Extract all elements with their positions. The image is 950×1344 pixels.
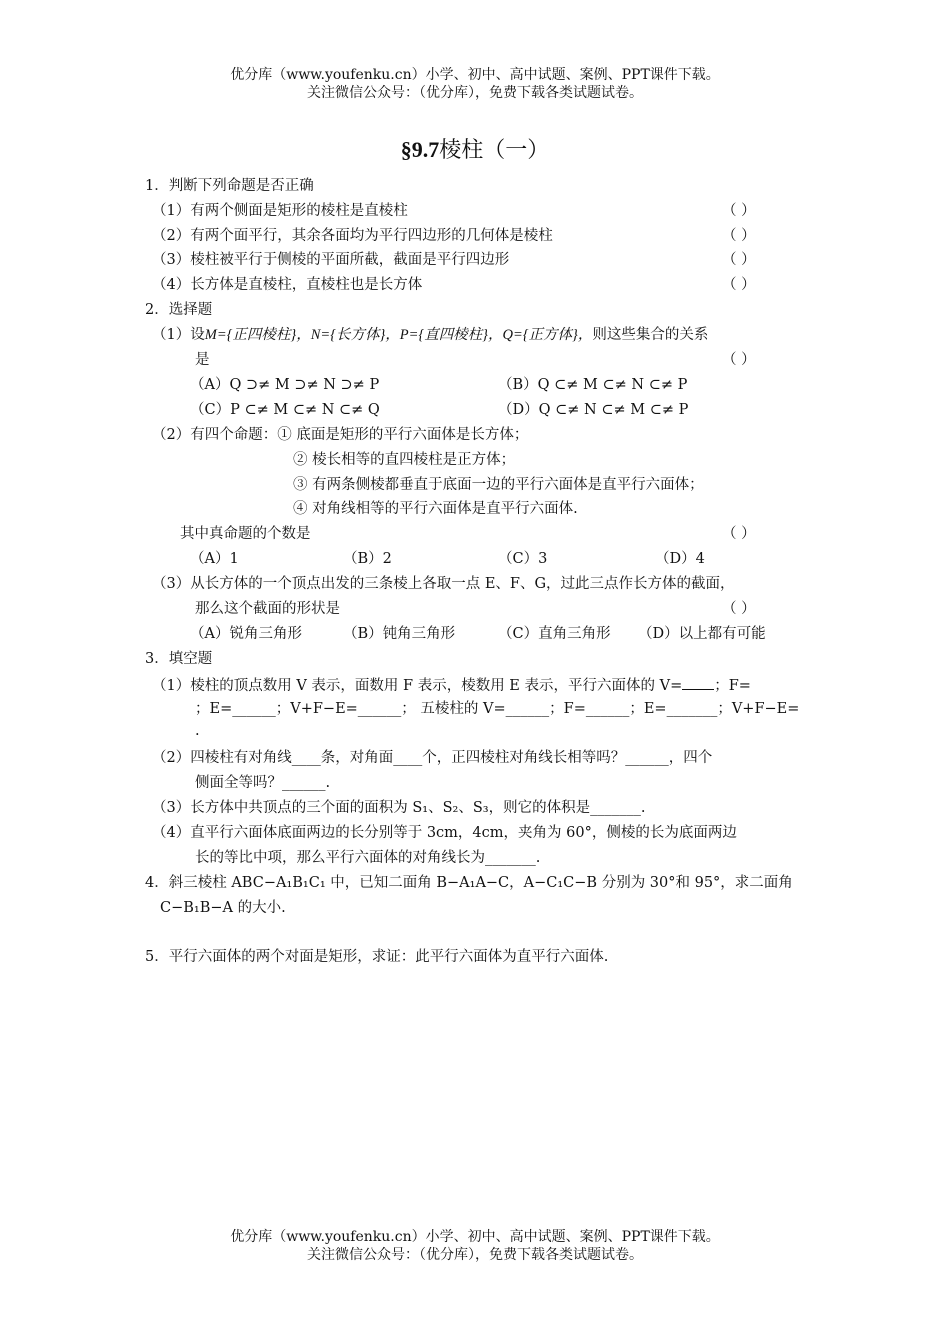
q1-heading: 1．判断下列命题是否正确: [145, 178, 314, 194]
answer-paren: （ ）: [722, 601, 756, 617]
q2-p3-option-a: （A）锐角三角形: [190, 626, 302, 642]
q2-p1-option-d: （D）Q ⊂≠ N ⊂≠ M ⊂≠ P: [498, 402, 689, 418]
q2-p1-option-b: （B）Q ⊂≠ M ⊂≠ N ⊂≠ P: [498, 377, 688, 393]
q2-p2-question: 其中真命题的个数是: [180, 526, 311, 542]
fill-blank[interactable]: [682, 674, 714, 690]
q2-p3-option-b: （B）钝角三角形: [343, 626, 456, 642]
q2-p2-option-b: （B）2: [343, 551, 392, 567]
q2-p1-tail: 则这些集合的关系: [592, 327, 709, 343]
q4-line1: 4．斜三棱柱 ABC−A₁B₁C₁ 中，已知二面角 B−A₁A−C，A−C₁C−B 分别为 30°和 95°，求二面角: [145, 875, 793, 891]
q2-p1-line1: [152, 325, 708, 345]
q2-p2-prop-4: ④ 对角线相等的平行六面体是直平行六面体.: [293, 501, 578, 517]
page-header: [0, 66, 950, 102]
q3-p1-line2: ；E=______；V+F−E=______； 五棱柱的 V=______；F=______；E=_______；V+F−E=: [195, 701, 800, 717]
q2-p1-cont: 是: [195, 352, 210, 368]
q2-p1-option-c: （C）P ⊂≠ M ⊂≠ N ⊂≠ Q: [190, 402, 380, 418]
answer-paren: （ ）: [722, 526, 756, 542]
q2-p3-line1: （3）从长方体的一个顶点出发的三条棱上各取一点 E、F、G，过此三点作长方体的截面，: [152, 576, 735, 592]
q2-p2-option-c: （C）3: [498, 551, 548, 567]
q3-p2-line2: 侧面全等吗？______.: [195, 775, 331, 791]
q3-p1-text: （1）棱柱的顶点数用 V 表示，面数用 F 表示，棱数用 E 表示，平行六面体的 V=: [152, 678, 683, 694]
answer-paren: （ ）: [722, 352, 756, 368]
q1-item-3: （3）棱柱被平行于侧棱的平面所截，截面是平行四边形: [152, 252, 510, 268]
q2-p2-option-d: （D）4: [655, 551, 705, 567]
q2-p3-option-c: （C）直角三角形: [498, 626, 611, 642]
q3-p4-line2: 长的等比中项，那么平行六面体的对角线长为_______.: [195, 850, 541, 866]
q1-item-4: （4）长方体是直棱柱，直棱柱也是长方体: [152, 277, 423, 293]
q3-heading: 3．填空题: [145, 651, 213, 667]
q2-p1-option-a: （A）Q ⊃≠ M ⊃≠ N ⊃≠ P: [190, 377, 380, 393]
q4-line2: C−B₁B−A 的大小.: [160, 900, 286, 916]
q2-p2-option-a: （A）1: [190, 551, 239, 567]
q2-p1-prefix: （1）设: [152, 327, 205, 343]
q2-p3-line2: 那么这个截面的形状是: [195, 601, 340, 617]
section-number: §9.7: [400, 137, 440, 162]
q3-p3: （3）长方体中共顶点的三个面的面积为 S₁、S₂、S₃，则它的体积是_______.: [152, 800, 646, 816]
page-footer: [0, 1228, 950, 1264]
q2-p2-prop-3: ③ 有两条侧棱都垂直于底面一边的平行六面体是直平行六面体；: [293, 477, 704, 493]
q2-p3-option-d: （D）以上都有可能: [638, 626, 766, 642]
footer-line-2: 关注微信公众号：（优分库），免费下载各类试题试卷。: [307, 1247, 643, 1263]
q1-item-2: （2）有两个面平行，其余各面均为平行四边形的几何体是棱柱: [152, 228, 553, 244]
footer-line-1: 优分库（www.youfenku.cn）小学、初中、高中试题、案例、PPT课件下载。: [230, 1229, 720, 1245]
page-title: [0, 133, 950, 164]
title-text: 棱柱（一）: [439, 138, 550, 163]
q5: 5．平行六面体的两个对面是矩形，求证：此平行六面体为直平行六面体.: [145, 949, 609, 965]
q3-p1-text-b: ；F=: [714, 678, 751, 694]
q2-heading: 2．选择题: [145, 302, 213, 318]
q2-p2-prop-2: ② 棱长相等的直四棱柱是正方体；: [293, 452, 516, 468]
answer-paren: （ ）: [722, 203, 756, 219]
q2-p1-sets: M={正四棱柱}，N={长方体}，P={直四棱柱}，Q={正方体}，: [204, 327, 593, 343]
q1-item-1: （1）有两个侧面是矩形的棱柱是直棱柱: [152, 203, 408, 219]
q3-p1-line1: [152, 674, 751, 696]
header-line-2: 关注微信公众号：（优分库），免费下载各类试题试卷。: [307, 85, 643, 101]
answer-paren: （ ）: [722, 277, 756, 293]
q2-p2-intro: （2）有四个命题：① 底面是矩形的平行六面体是长方体；: [152, 427, 529, 443]
answer-paren: （ ）: [722, 228, 756, 244]
answer-paren: （ ）: [722, 252, 756, 268]
q3-p1-line3: .: [195, 723, 200, 739]
header-line-1: 优分库（www.youfenku.cn）小学、初中、高中试题、案例、PPT课件下载。: [230, 67, 720, 83]
q3-p2-line1: （2）四棱柱有对角线____条，对角面____个，正四棱柱对角线长相等吗？______，四个: [152, 750, 713, 766]
q3-p4-line1: （4）直平行六面体底面两边的长分别等于 3cm，4cm，夹角为 60°，侧棱的长为底面两边: [152, 825, 737, 841]
